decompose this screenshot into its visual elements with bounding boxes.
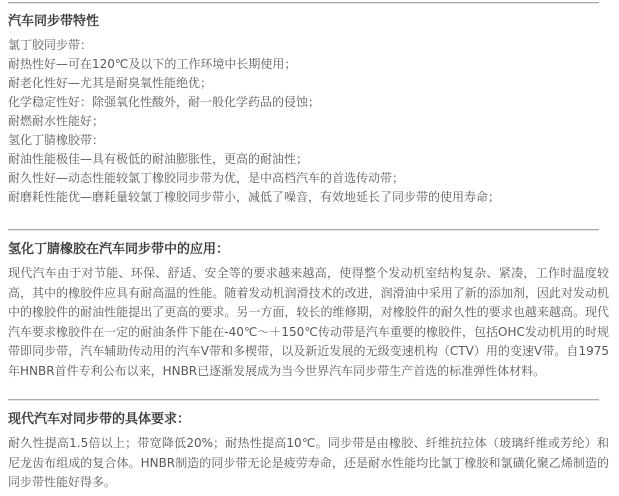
modern-requirements-paragraph: 耐久性提高1.5倍以上；带宽降低20%；耐热性提高10℃。同步带是由橡胶、纤维抗拉体（玻璃纤维或芳纶）和尼龙齿布组成的复合体。HNBR制造的同步带无论是疲劳寿命，还是耐水性能均比氯丁橡胶和氯磺化聚乙烯制造的同步带性能好得多。 xyxy=(8,436,609,489)
feature-line-heat-resistance: 耐热性好—可在120℃及以下的工作环境中长期使用； xyxy=(8,57,297,71)
feature-line-chemical-stability: 化学稳定性好：除强氧化性酸外，耐一般化学药品的侵蚀； xyxy=(8,95,321,109)
feature-line-hnbr-label: 氢化丁腈橡胶带： xyxy=(8,133,105,147)
feature-line-chloroprene-label: 氯丁胶同步带： xyxy=(8,38,93,52)
hnbr-application-paragraph: 现代汽车由于对节能、环保、舒适、安全等的要求越来越高，使得整个发动机室结构复杂、紧凑，工作时温度较高，其中的橡胶件应具有耐高温的性能。随着发动机润滑技术的改进，润滑油中采用了新的添加剂，因此对发动机中的橡胶件的耐油性能提出了更高的要求。另一方面，较长的维修期，对橡胶件的耐久性的要求也越来越高。现代汽车要求橡胶件在一定的耐油条件下能在-40℃～＋150℃传动带是汽车重要的橡胶件，包括OHC发动机用的时规带即同步带，汽车辅助传动用的汽车V带和多楔带，以及新近发展的无级变速机构（CTV）用的变速V带。自1975年HNBR首件专利公布以来，HNBR已逐渐发展成为当今世界汽车同步带生产首选的标准弹性体材料。 xyxy=(8,266,609,378)
article-page xyxy=(0,2,619,496)
section-hnbr-application xyxy=(0,242,619,381)
feature-line-aging-resistance: 耐老化性好—尤其是耐臭氧性能绝优； xyxy=(8,76,213,90)
section-heading-modern-requirements: 现代汽车对同步带的具体要求： xyxy=(8,412,191,427)
feature-line-wear-resistance: 耐磨耗性能优—磨耗量较氯丁橡胶同步带小，减低了噪音，有效地延长了同步带的使用寿命； xyxy=(8,190,501,204)
section-heading-belt-characteristics: 汽车同步带特性 xyxy=(8,14,100,29)
section-heading-hnbr-application: 氢化丁腈橡胶在汽车同步带中的应用： xyxy=(8,242,230,257)
feature-line-durability: 耐久性好—动态性能较氯丁橡胶同步带为优，是中高档汽车的首选传动带； xyxy=(8,171,405,185)
section-belt-characteristics xyxy=(0,14,619,207)
top-divider xyxy=(8,2,599,4)
feature-line-list xyxy=(8,36,609,207)
section-modern-requirements xyxy=(0,412,619,493)
feature-line-flame-water-resistance: 耐燃耐水性能好； xyxy=(8,114,105,128)
feature-line-oil-resistance: 耐油性能极佳—具有极低的耐油膨胀性，更高的耐油性； xyxy=(8,152,309,166)
section-divider xyxy=(8,399,599,401)
section-divider xyxy=(8,229,599,231)
